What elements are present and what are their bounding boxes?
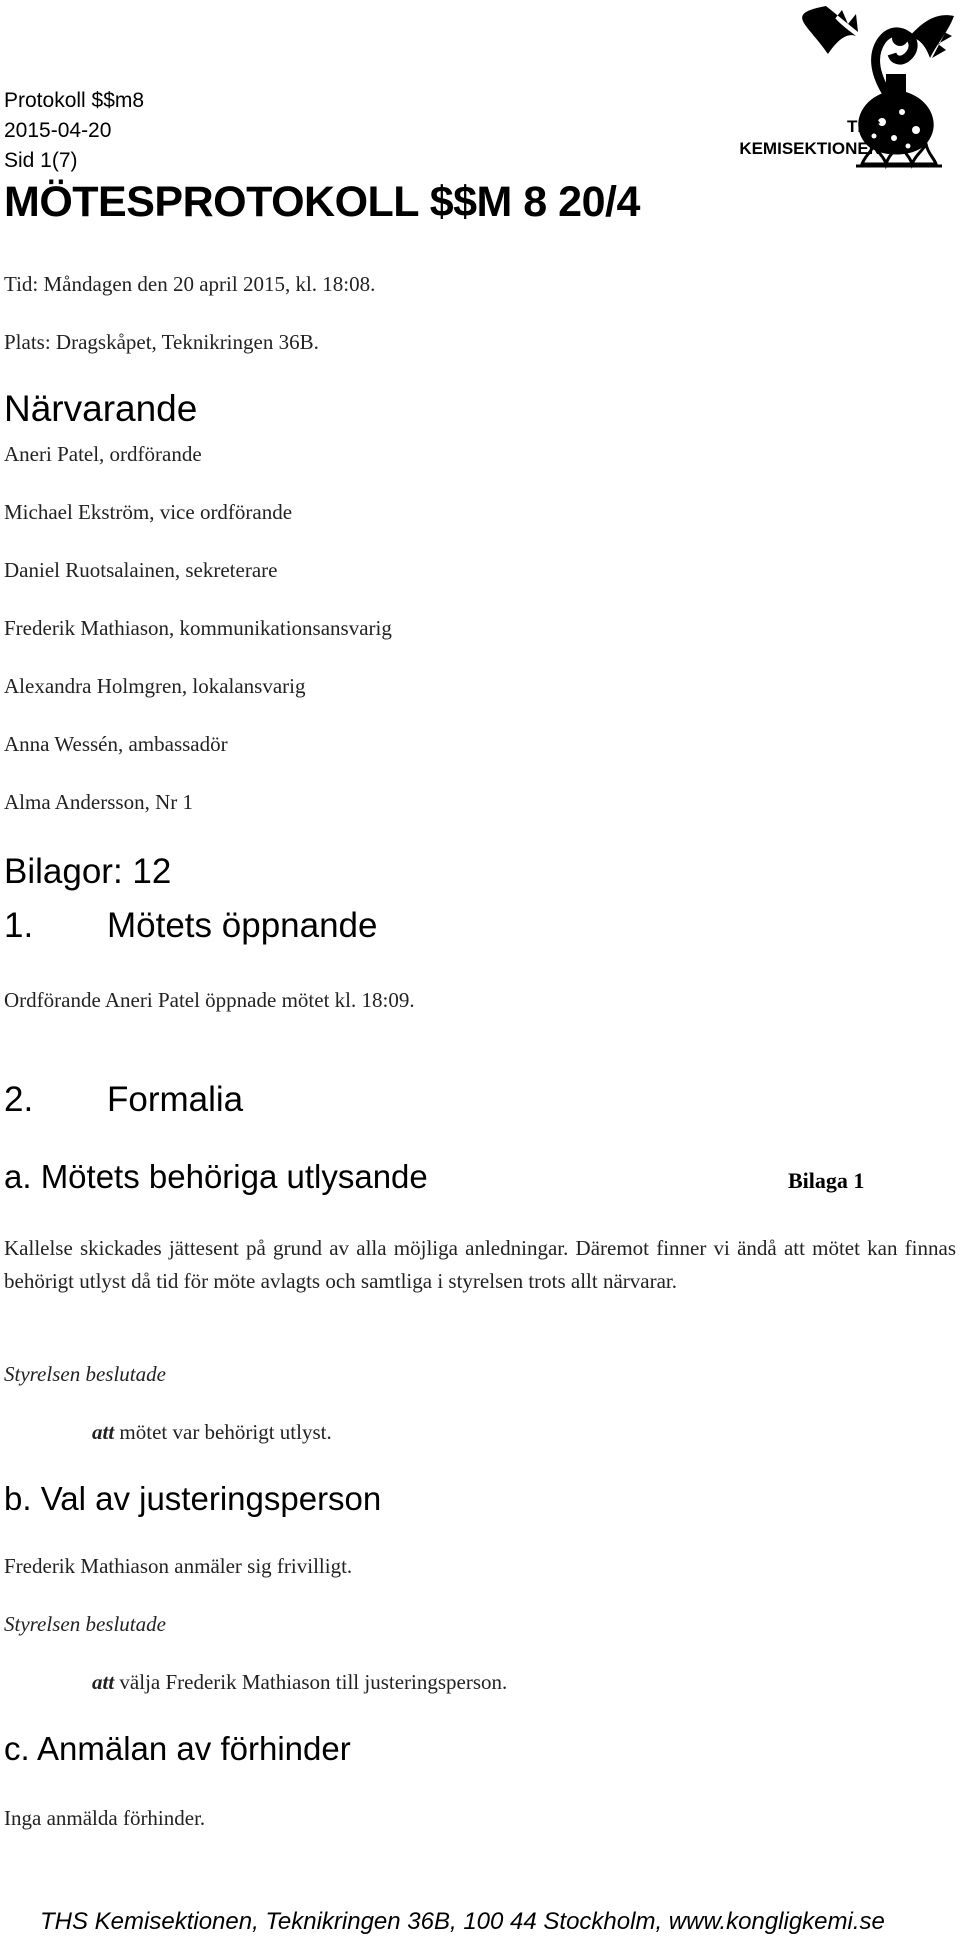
logo-line-kemisektionen: KEMISEKTIONEN	[739, 139, 881, 158]
subsection-b-text: Frederik Mathiason anmäler sig frivilligt.	[4, 1554, 353, 1578]
attachments-count: Bilagor: 12	[4, 852, 172, 891]
list-item: Michael Ekström, vice ordförande	[4, 500, 293, 524]
decision-text	[92, 1420, 332, 1445]
subsection-a-heading: a. Mötets behöriga utlysande	[4, 1158, 428, 1195]
meeting-place: Plats: Dragskåpet, Teknikringen 36B.	[4, 330, 319, 354]
page-footer: THS Kemisektionen, Teknikringen 36B, 100 44 Stockholm, www.kongligkemi.se	[40, 1908, 885, 1935]
list-item: Anna Wessén, ambassadör	[4, 732, 228, 756]
document-name: Protokoll $$m8	[4, 89, 145, 112]
list-item: Frederik Mathiason, kommunikationsansvarig	[4, 616, 392, 640]
page-title: MÖTESPROTOKOLL $$M 8 20/4	[4, 178, 640, 226]
section-title: Formalia	[107, 1080, 244, 1119]
subsection-a-text: Kallelse skickades jättesent på grund av alla möjliga anledningar. Däremot finner vi ändå att mötet kan finnas behörigt utlyst då tid för möte avlagts och samtliga i styrelsen trots allt närvarar.	[4, 1236, 956, 1293]
attendance-heading: Närvarande	[4, 388, 198, 429]
list-item: Daniel Ruotsalainen, sekreterare	[4, 558, 278, 582]
section-number: 2.	[4, 1080, 34, 1119]
page-indicator: Sid 1(7)	[4, 149, 78, 172]
decision-body: välja Frederik Mathiason till justeringsperson.	[114, 1670, 508, 1694]
decision-intro: Styrelsen beslutade	[4, 1362, 166, 1386]
subsection-c-text: Inga anmälda förhinder.	[4, 1806, 206, 1830]
document-date: 2015-04-20	[4, 119, 112, 142]
section-1-heading	[4, 906, 377, 946]
subsection-c-heading: c. Anmälan av förhinder	[4, 1730, 351, 1767]
attachment-reference: Bilaga 1	[788, 1168, 865, 1193]
section-2-heading	[4, 1080, 243, 1120]
list-item: Aneri Patel, ordförande	[4, 442, 202, 466]
att-keyword: att	[92, 1670, 115, 1694]
subsection-b-heading: b. Val av justeringsperson	[4, 1480, 382, 1517]
section-number: 1.	[4, 906, 34, 945]
logo-text	[686, 116, 881, 160]
logo-line-ths: THS	[847, 117, 881, 136]
list-item: Alma Andersson, Nr 1	[4, 790, 193, 814]
decision-intro: Styrelsen beslutade	[4, 1612, 166, 1636]
section-title: Mötets öppnande	[107, 906, 378, 945]
decision-body: mötet var behörigt utlyst.	[114, 1420, 332, 1444]
meeting-time: Tid: Måndagen den 20 april 2015, kl. 18:08.	[4, 272, 376, 296]
section-1-text: Ordförande Aneri Patel öppnade mötet kl. 18:09.	[4, 988, 415, 1012]
decision-text	[92, 1670, 507, 1695]
att-keyword: att	[92, 1420, 115, 1444]
list-item: Alexandra Holmgren, lokalansvarig	[4, 674, 306, 698]
